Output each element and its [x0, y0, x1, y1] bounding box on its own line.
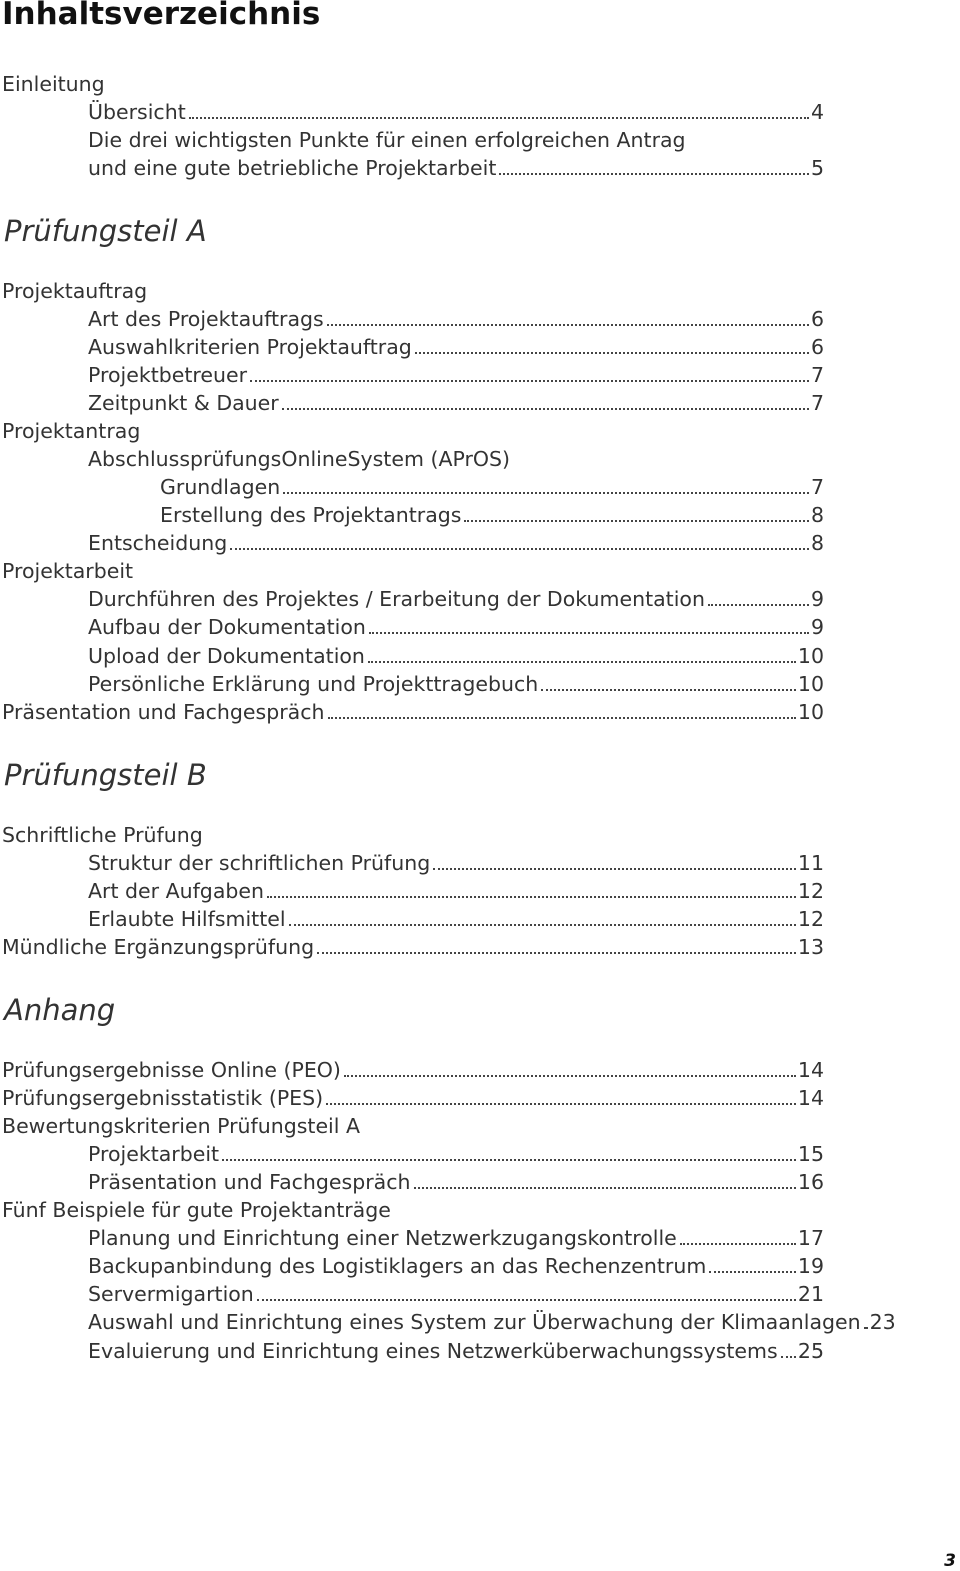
toc-entry-label: Grundlagen: [160, 475, 281, 499]
toc-entry-page: 25: [797, 1339, 824, 1363]
dot-leader: [414, 1187, 796, 1189]
dot-leader: [326, 1103, 796, 1105]
dot-leader: [282, 408, 809, 410]
toc-entry-label: Servermigartion: [88, 1282, 254, 1306]
toc-entry-page: 12: [797, 907, 824, 931]
dot-leader: [267, 896, 796, 898]
toc-entry-label: Aufbau der Dokumentation: [88, 615, 366, 639]
toc-entry[interactable]: [88, 1224, 824, 1252]
toc-entry-label: und eine gute betriebliche Projektarbeit: [88, 156, 497, 180]
toc-entry[interactable]: [88, 1308, 896, 1336]
section-heading: Prüfungsteil A: [4, 214, 207, 248]
toc-entry-page: 16: [797, 1170, 824, 1194]
toc-entry[interactable]: [88, 1140, 824, 1168]
toc-entry-page: 10: [797, 672, 824, 696]
dot-leader: [499, 173, 809, 175]
toc-entry[interactable]: [88, 849, 824, 877]
toc-heading: [2, 70, 105, 98]
toc-entry[interactable]: [88, 1252, 824, 1280]
toc-entry-label: Persönliche Erklärung und Projekttragebuch: [88, 672, 539, 696]
toc-heading-label: Bewertungskriterien Prüfungsteil A: [2, 1114, 360, 1138]
toc-entry-page: 8: [810, 531, 824, 555]
toc-entry-label: Zeitpunkt & Dauer: [88, 391, 279, 415]
dot-leader: [344, 1075, 796, 1077]
toc-entry-label: Backupanbindung des Logistiklagers an das Rechenzentrum: [88, 1254, 707, 1278]
toc-entry[interactable]: [88, 1337, 824, 1365]
toc-subheading: [88, 445, 510, 473]
toc-entry[interactable]: [2, 698, 824, 726]
dot-leader: [415, 352, 809, 354]
section-heading: Anhang: [4, 993, 116, 1027]
toc-entry-page: 17: [797, 1226, 824, 1250]
toc-entry-page: 7: [810, 475, 824, 499]
dot-leader: [709, 1271, 796, 1273]
toc-entry[interactable]: [88, 670, 824, 698]
toc-entry[interactable]: [2, 933, 824, 961]
toc-entry[interactable]: [88, 905, 824, 933]
toc-heading: [2, 1196, 391, 1224]
toc-entry-page: 9: [810, 615, 824, 639]
toc-entry-page: 6: [810, 335, 824, 359]
toc-entry-label: Erstellung des Projektantrags: [160, 503, 462, 527]
toc-entry-page: 5: [810, 156, 824, 180]
toc-entry[interactable]: [88, 305, 824, 333]
dot-leader: [257, 1299, 796, 1301]
toc-entry[interactable]: [88, 1280, 824, 1308]
toc-entry-page: 19: [797, 1254, 824, 1278]
toc-entry-label: Die drei wichtigsten Punkte für einen erfolgreichen Antrag: [88, 128, 686, 152]
toc-entry-page: 21: [797, 1282, 824, 1306]
dot-leader: [250, 380, 809, 382]
dot-leader: [541, 689, 796, 691]
toc-entry-page: 23: [869, 1310, 896, 1334]
toc-entry-label: Struktur der schriftlichen Prüfung: [88, 851, 431, 875]
dot-leader: [283, 492, 809, 494]
toc-entry-page: 7: [810, 363, 824, 387]
dot-leader: [464, 520, 808, 522]
toc-entry-page: 12: [797, 879, 824, 903]
dot-leader: [708, 604, 809, 606]
toc-entry[interactable]: [88, 613, 824, 641]
dot-leader: [864, 1327, 868, 1329]
toc-entry-label: Art des Projektauftrags: [88, 307, 324, 331]
toc-entry[interactable]: [88, 529, 824, 557]
dot-leader: [189, 117, 809, 119]
dot-leader: [230, 548, 809, 550]
toc-entry-page: 13: [797, 935, 824, 959]
toc-entry-label: Projektarbeit: [88, 1142, 220, 1166]
dot-leader: [328, 717, 796, 719]
toc-entry[interactable]: [88, 877, 824, 905]
toc-entry-page: 8: [810, 503, 824, 527]
toc-entry[interactable]: [2, 1056, 824, 1084]
toc-entry-label: Erlaubte Hilfsmittel: [88, 907, 286, 931]
toc-subheading-label: AbschlussprüfungsOnlineSystem (APrOS): [88, 447, 511, 471]
toc-heading-label: Einleitung: [2, 72, 105, 96]
toc-entry-label: Durchführen des Projektes / Erarbeitung der Dokumentation: [88, 587, 705, 611]
dot-leader: [680, 1243, 796, 1245]
toc-entry[interactable]: [88, 361, 824, 389]
toc-entry[interactable]: [88, 154, 824, 182]
toc-entry-page: 10: [797, 644, 824, 668]
dot-leader: [368, 661, 796, 663]
toc-entry-label: Prüfungsergebnisstatistik (PES): [2, 1086, 324, 1110]
toc-heading: [2, 277, 147, 305]
toc-entry-label: Prüfungsergebnisse Online (PEO): [2, 1058, 341, 1082]
toc-heading: [2, 417, 140, 445]
dot-leader: [781, 1356, 796, 1358]
dot-leader: [369, 632, 809, 634]
toc-entry-page: 7: [810, 391, 824, 415]
dot-leader: [289, 924, 796, 926]
toc-entry[interactable]: [160, 473, 824, 501]
page-number: 3: [944, 1551, 956, 1571]
toc-heading: [2, 821, 203, 849]
toc-entry-label: Auswahl und Einrichtung eines System zur Überwachung der Klimaanlagen: [88, 1310, 861, 1334]
toc-entry-page: 11: [797, 851, 824, 875]
toc-entry-label: Planung und Einrichtung einer Netzwerkzugangskontrolle: [88, 1226, 677, 1250]
toc-entry[interactable]: [88, 389, 824, 417]
toc-entry-label: Mündliche Ergänzungsprüfung: [2, 935, 315, 959]
toc-entry-label: Entscheidung: [88, 531, 228, 555]
toc-heading: [2, 1112, 360, 1140]
toc-entry-label: Projektbetreuer: [88, 363, 248, 387]
page-title: Inhaltsverzeichnis: [2, 0, 321, 32]
toc-entry-label: Evaluierung und Einrichtung eines Netzwerküberwachungssystems: [88, 1339, 778, 1363]
dot-leader: [433, 868, 796, 870]
toc-entry-page: 15: [797, 1142, 824, 1166]
toc-heading-label: Projektantrag: [2, 419, 141, 443]
toc-entry-line: [88, 126, 686, 154]
toc-heading-label: Projektarbeit: [2, 559, 134, 583]
toc-entry-page: 10: [797, 700, 824, 724]
toc-entry-page: 9: [810, 587, 824, 611]
dot-leader: [317, 952, 796, 954]
toc-entry[interactable]: [88, 333, 824, 361]
dot-leader: [222, 1159, 796, 1161]
dot-leader: [327, 324, 809, 326]
toc-entry-label: Übersicht: [88, 100, 186, 124]
toc-heading-label: Schriftliche Prüfung: [2, 823, 203, 847]
toc-heading-label: Fünf Beispiele für gute Projektanträge: [2, 1198, 391, 1222]
toc-entry[interactable]: [88, 98, 824, 126]
toc-entry[interactable]: [88, 642, 824, 670]
toc-heading-label: Projektauftrag: [2, 279, 148, 303]
toc-entry-label: Präsentation und Fachgespräch: [88, 1170, 411, 1194]
toc-entry-label: Upload der Dokumentation: [88, 644, 365, 668]
toc-heading: [2, 557, 133, 585]
section-heading: Prüfungsteil B: [4, 758, 207, 792]
toc-entry-label: Präsentation und Fachgespräch: [2, 700, 325, 724]
toc-entry[interactable]: [2, 1084, 824, 1112]
toc-entry-page: 14: [797, 1086, 824, 1110]
toc-entry[interactable]: [88, 1168, 824, 1196]
toc-entry-label: Auswahlkriterien Projektauftrag: [88, 335, 412, 359]
toc-entry-label: Art der Aufgaben: [88, 879, 265, 903]
toc-entry[interactable]: [160, 501, 824, 529]
toc-entry-page: 4: [810, 100, 824, 124]
toc-entry-page: 14: [797, 1058, 824, 1082]
toc-entry[interactable]: [88, 585, 824, 613]
toc-entry-page: 6: [810, 307, 824, 331]
